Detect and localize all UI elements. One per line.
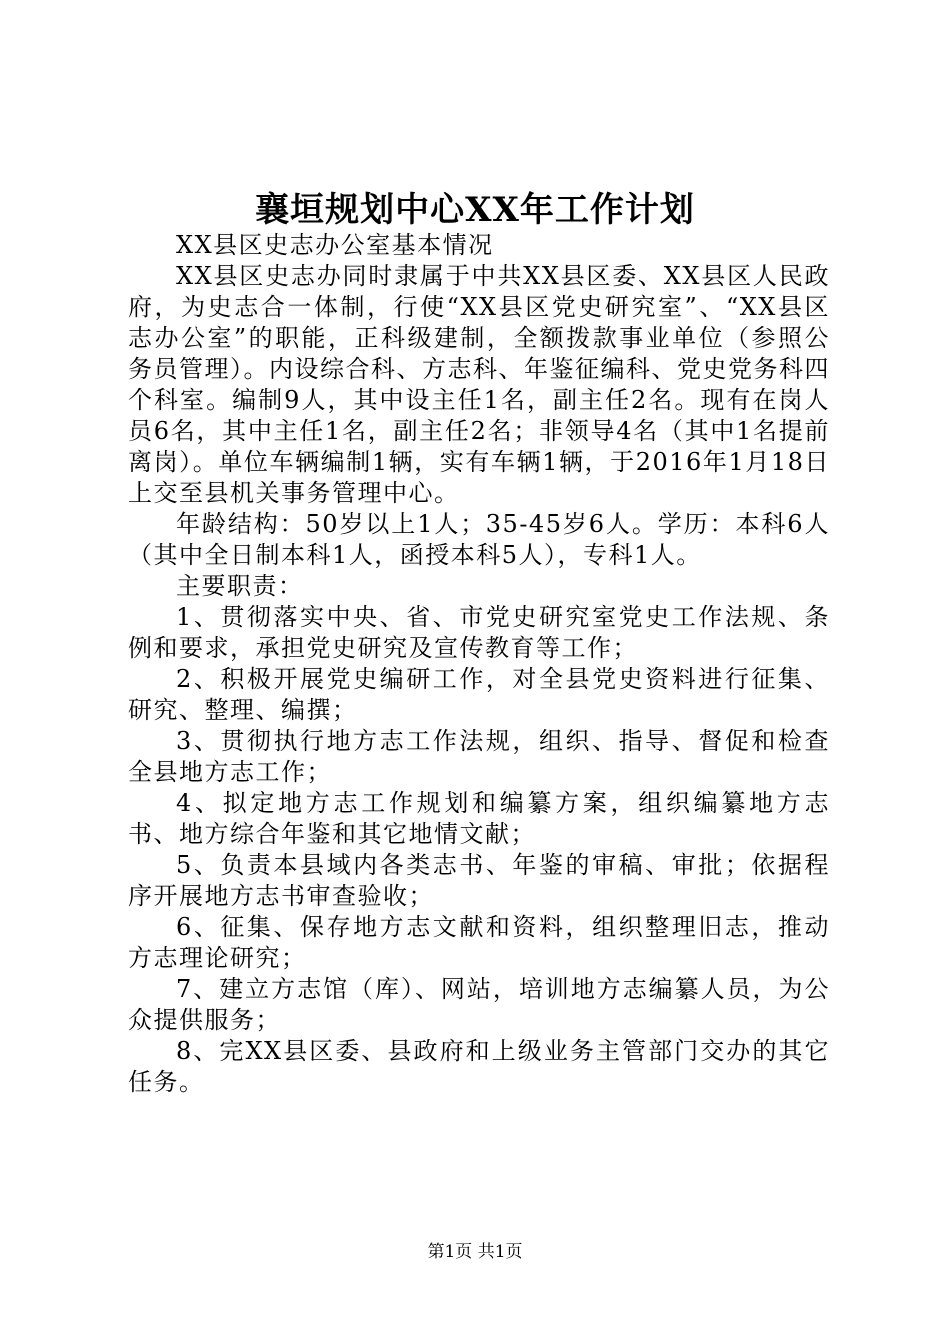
duty-item-2: 2、积极开展党史编研工作，对全县党史资料进行征集、研究、整理、编撰； [128, 665, 830, 724]
duty-item-5: 5、负责本县域内各类志书、年鉴的审稿、审批；依据程序开展地方志书审查验收； [128, 851, 830, 910]
document-title: 襄垣规划中心XX年工作计划 [255, 190, 695, 230]
section-heading-duties: 主要职责： [176, 572, 304, 600]
duty-item-4: 4、拟定地方志工作规划和编纂方案，组织编纂地方志书、地方综合年鉴和其它地情文献； [128, 789, 830, 848]
page-number-footer: 第1页 共1页 [427, 1242, 523, 1262]
duty-item-6: 6、征集、保存地方志文献和资料，组织整理旧志，推动方志理论研究； [128, 913, 830, 972]
duty-item-1: 1、贯彻落实中央、省、市党史研究室党史工作法规、条例和要求，承担党史研究及宣传教育等工作； [128, 603, 830, 662]
paragraph-office-overview: XX县区史志办同时隶属于中共XX县区委、XX县区人民政府，为史志合一体制，行使“XX县区党史研究室”、“XX县区志办公室”的职能，正科级建制，全额拨款事业单位（参照公务员管理）。内设综合科、方志科、年鉴征编科、党史党务科四个科室。编制9人，其中设主任1名，副主任2名。现有在岗人员6名，其中主任1名，副主任2名；非领导4名（其中1名提前离岗）。单位车辆编制1辆，实有车辆1辆，于2016年1月18日上交至县机关事务管理中心。 [128, 262, 830, 507]
paragraph-age-education: 年龄结构：50岁以上1人；35-45岁6人。学历：本科6人（其中全日制本科1人，函授本科5人），专科1人。 [128, 510, 830, 569]
document-body [128, 230, 830, 1098]
section-heading-basic-info: XX县区史志办公室基本情况 [176, 231, 494, 259]
duty-item-3: 3、贯彻执行地方志工作法规，组织、指导、督促和检查全县地方志工作； [128, 727, 830, 786]
duty-item-7: 7、建立方志馆（库）、网站，培训地方志编纂人员，为公众提供服务； [128, 975, 830, 1034]
duty-item-8: 8、完XX县区委、县政府和上级业务主管部门交办的其它任务。 [128, 1037, 830, 1096]
